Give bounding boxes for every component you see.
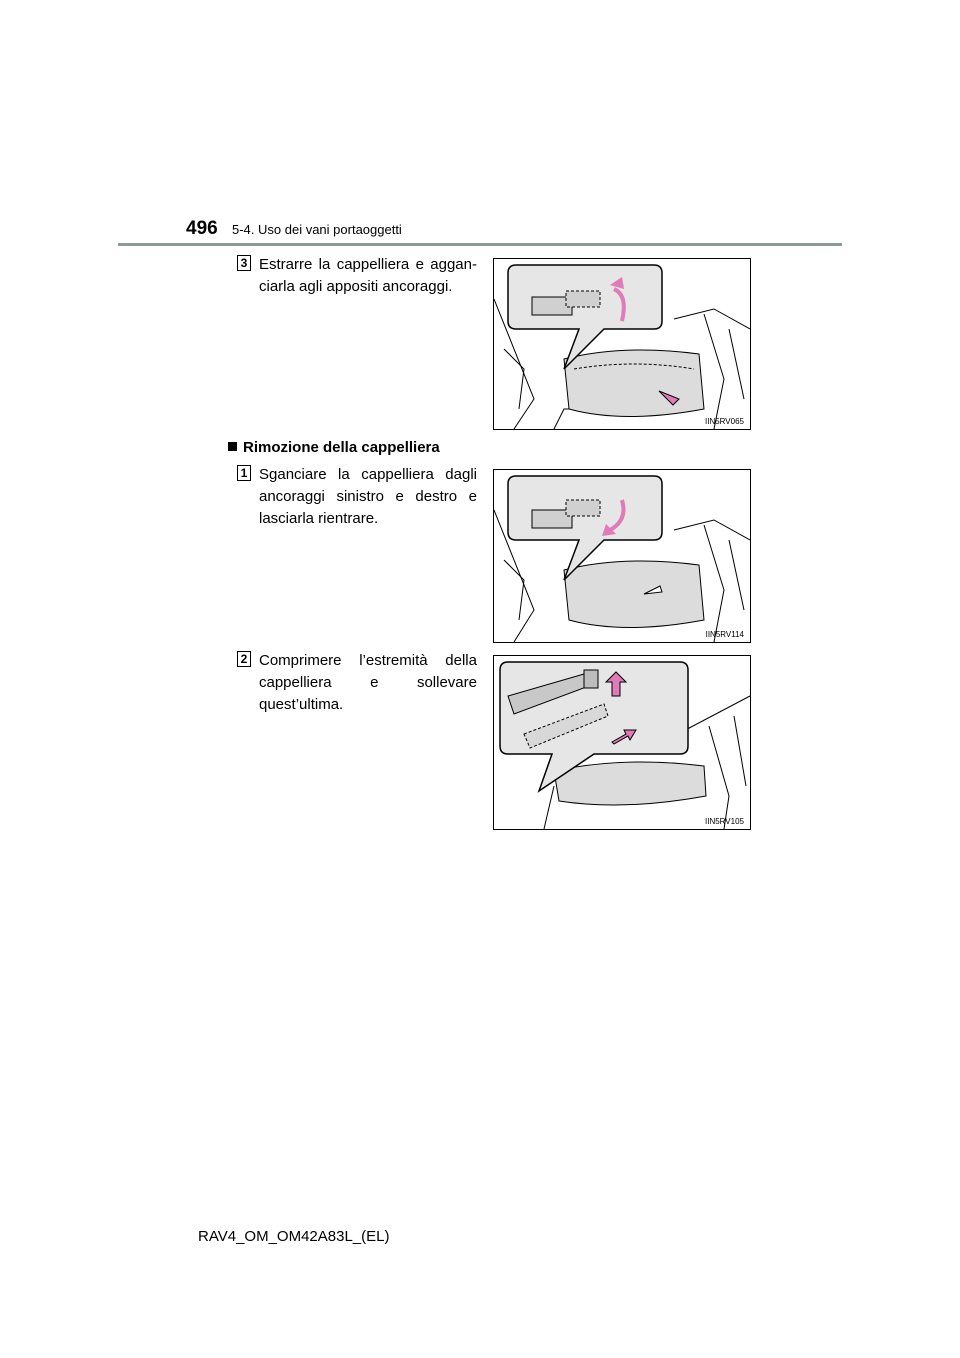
illustration-release-cover [494, 470, 750, 642]
illustration-extract-cover [494, 259, 750, 429]
figure-code: IIN5RV105 [705, 817, 744, 826]
header-rule [118, 243, 842, 246]
step-text: Estrarre la cappelliera e aggan-ciarla agli appositi ancoraggi. [259, 256, 477, 295]
figure-code: IIN5RV114 [705, 630, 744, 639]
figure-lift-cover [493, 655, 751, 830]
section-heading-text: Rimozione della cappelliera [243, 439, 440, 456]
section-title: 5-4. Uso dei vani portaoggetti [232, 222, 402, 237]
page-number: 496 [186, 218, 218, 239]
step-text: Comprimere l’estremità della cappelliera e sollevare quest’ultima. [259, 652, 477, 713]
illustration-lift-cover [494, 656, 750, 829]
step-badge: 1 [237, 465, 251, 481]
figure-code: IIN5RV065 [705, 417, 744, 426]
footer-doc-code: RAV4_OM_OM42A83L_(EL) [198, 1228, 390, 1245]
section-heading [228, 438, 440, 458]
step-badge: 2 [237, 651, 251, 667]
step-text: Sganciare la cappelliera dagli ancoraggi sinistro e destro e lasciarla rientrare. [259, 466, 477, 527]
square-bullet-icon [228, 442, 237, 451]
figure-release-cover [493, 469, 751, 643]
step-badge: 3 [237, 255, 251, 271]
figure-extract-cover [493, 258, 751, 430]
